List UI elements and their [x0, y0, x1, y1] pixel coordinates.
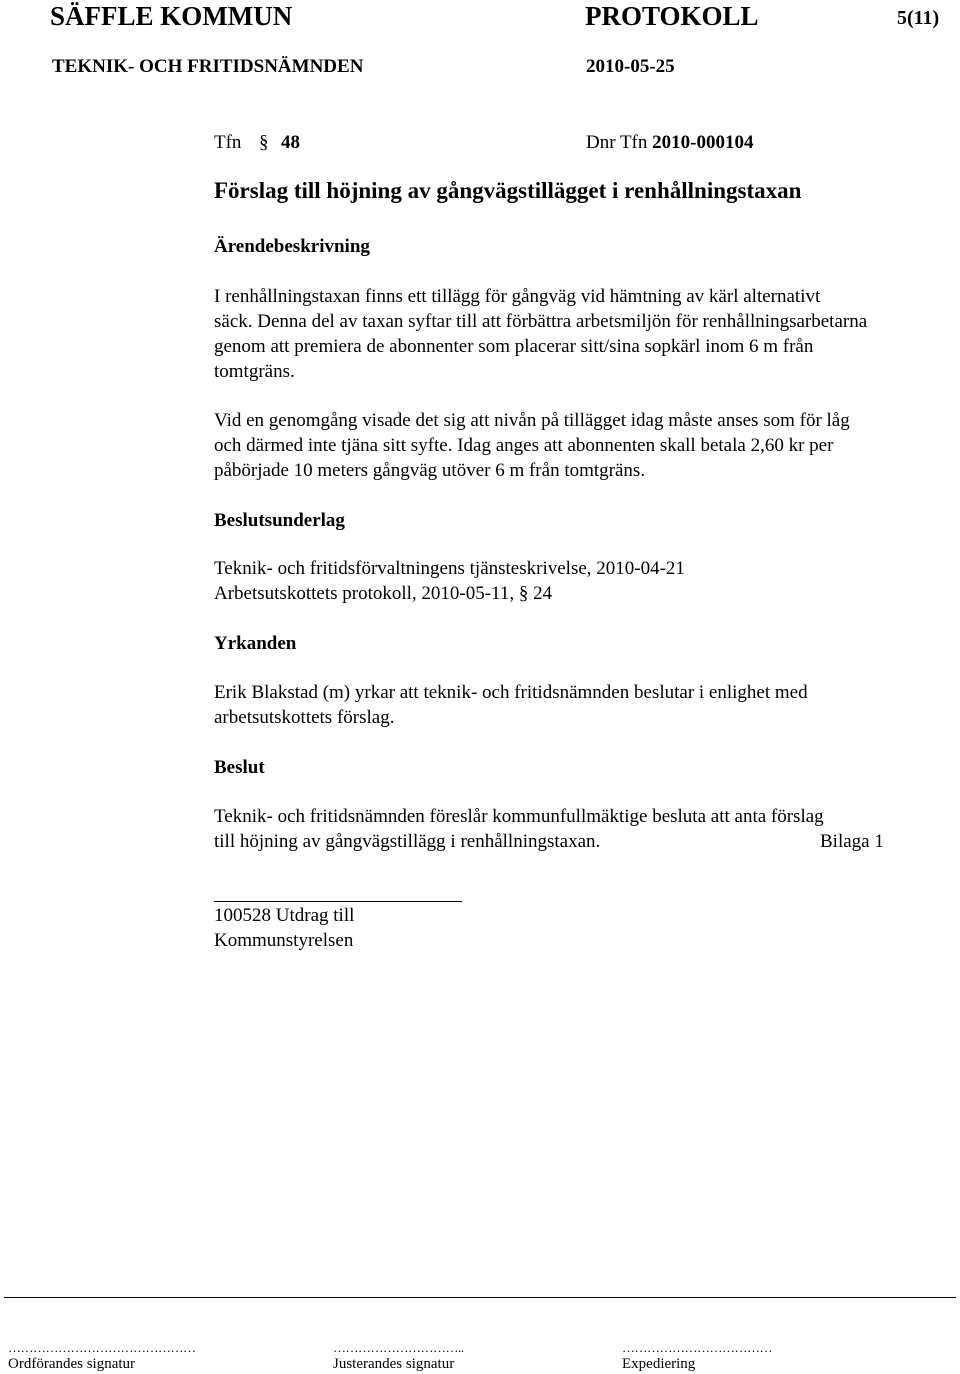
arendebeskrivning-paragraph-1: [214, 284, 944, 384]
beslutsunderlag-item: [214, 581, 552, 606]
tfn-label: Tfn: [214, 132, 242, 153]
dispatch-label: Expediering: [622, 1356, 696, 1372]
dnr-number: 2010-000104: [652, 132, 754, 153]
organization-name: SÄFFLE KOMMUN: [50, 1, 293, 31]
diary-number: [586, 130, 753, 155]
dnr-label: Dnr Tfn: [586, 132, 648, 153]
distribution-line: 100528 Utdrag till: [214, 905, 355, 926]
beslut-line: till höjning av gångvägstillägg i renhållningstaxan.: [214, 831, 601, 852]
section-number: 24: [533, 583, 553, 604]
section-number: 48: [280, 132, 300, 153]
committee-name: TEKNIK- OCH FRITIDSNÄMNDEN: [52, 56, 364, 77]
distribution-recipient: Kommunstyrelsen: [214, 930, 354, 951]
beslut-heading: Beslut: [214, 757, 265, 778]
paragraph-line: säck. Denna del av taxan syftar till att förbättra arbetsmiljön för renhållningsarbetarna: [214, 311, 868, 332]
meeting-date: 2010-05-25: [586, 56, 675, 77]
page-number: 5(11): [897, 7, 940, 29]
adjuster-signature-label: Justerandes signatur: [333, 1356, 455, 1372]
attachment-reference: Bilaga 1: [820, 831, 884, 852]
section-symbol: §: [518, 583, 529, 604]
case-title: Förslag till höjning av gångvägstillägget i renhållningstaxan: [214, 178, 802, 203]
chair-signature-line: ………………………………………: [8, 1340, 196, 1355]
chair-signature-label: Ordförandes signatur: [8, 1356, 136, 1372]
paragraph-line: tomtgräns.: [214, 361, 295, 382]
paragraph-line: och därmed inte tjäna sitt syfte. Idag anges att abonnenten skall betala 2,60 kr per: [214, 435, 834, 456]
paragraph-line: påbörjade 10 meters gångväg utöver 6 m från tomtgräns.: [214, 460, 646, 481]
yrkanden-paragraph: [214, 680, 944, 730]
paragraph-line: arbetsutskottets förslag.: [214, 707, 395, 728]
footer-divider: [4, 1297, 956, 1298]
dispatch-signature-line: ………………………………: [622, 1340, 772, 1355]
paragraph-line: Vid en genomgång visade det sig att nivån på tillägget idag måste anses som för låg: [214, 410, 850, 431]
beslut-line: Teknik- och fritidsnämnden föreslår kommunfullmäktige besluta att anta förslag: [214, 806, 824, 827]
signature-rule: [214, 901, 462, 902]
item-text: Arbetsutskottets protokoll, 2010-05-11,: [214, 583, 515, 604]
paragraph-line: Erik Blakstad (m) yrkar att teknik- och fritidsnämnden beslutar i enlighet med: [214, 682, 808, 703]
beslutsunderlag-item: Teknik- och fritidsförvaltningens tjänsteskrivelse, 2010-04-21: [214, 558, 685, 579]
section-reference: [214, 130, 300, 155]
yrkanden-heading: Yrkanden: [214, 633, 297, 654]
document-type: PROTOKOLL: [585, 1, 759, 31]
beslutsunderlag-heading: Beslutsunderlag: [214, 510, 345, 531]
paragraph-line: genom att premiera de abonnenter som placerar sitt/sina sopkärl inom 6 m från: [214, 336, 814, 357]
section-symbol: §: [258, 132, 269, 153]
arendebeskrivning-heading: Ärendebeskrivning: [214, 236, 370, 257]
paragraph-line: I renhållningstaxan finns ett tillägg för gångväg vid hämtning av kärl alternativt: [214, 286, 821, 307]
arendebeskrivning-paragraph-2: [214, 408, 944, 483]
adjuster-signature-line: …………………………..: [333, 1340, 464, 1355]
